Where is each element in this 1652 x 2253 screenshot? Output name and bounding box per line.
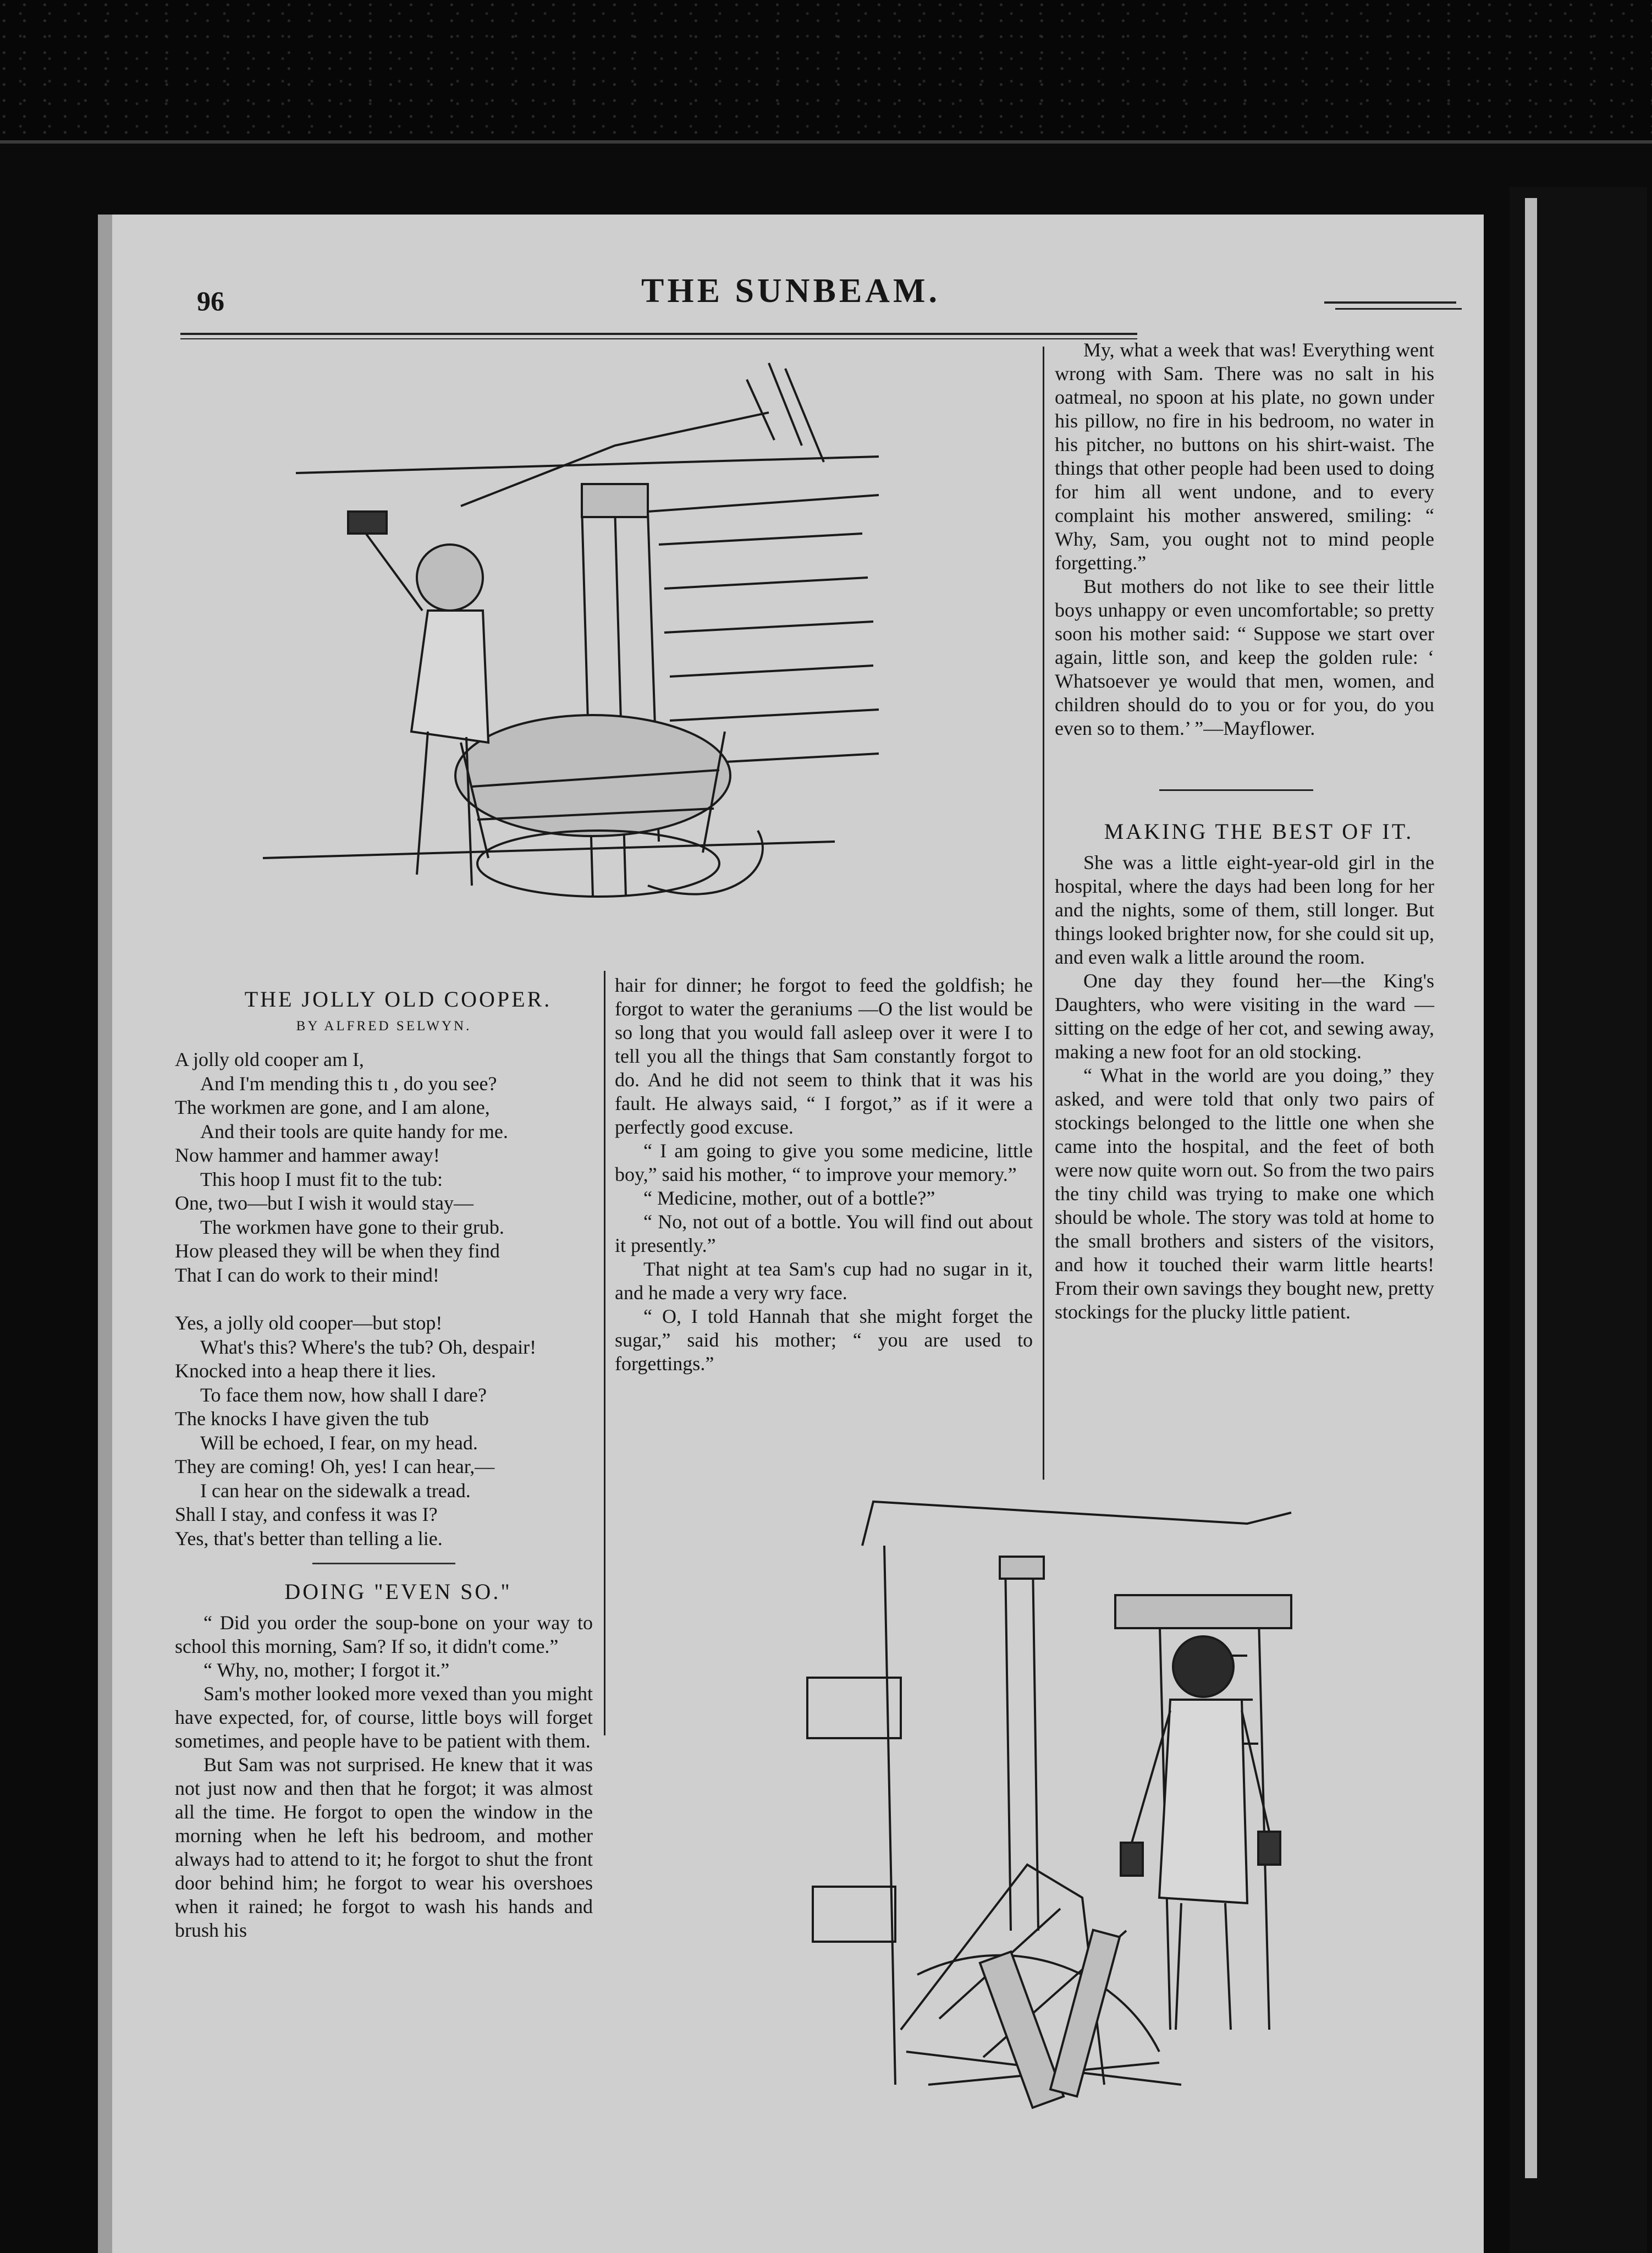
poem-line: To face them now, how shall I dare? [200, 1383, 487, 1406]
header-rule [180, 333, 1137, 335]
column-divider [604, 971, 605, 1735]
poem-byline: BY ALFRED SELWYN. [296, 1019, 472, 1034]
poem-line: The knocks I have given the tub [175, 1408, 429, 1430]
page-number: 96 [197, 285, 224, 316]
poem-line: And I'm mending this tı , do you see? [200, 1072, 497, 1095]
best-paragraph: One day they found her—the King's Daughters, who were visiting in the ward —sitting on the edge of her cot, and sewing away, making a new foot for an old stocking. [1055, 970, 1434, 1063]
story-paragraph: “ O, I told Hannah that she might forget the sugar,” said his mother; “ you are used to forgettings.” [615, 1305, 1033, 1375]
story-paragraph: “ Why, no, mother; I forgot it.” [203, 1659, 450, 1681]
poem-line: Yes, that's better than telling a lie. [175, 1527, 443, 1549]
column-right-lower [1055, 820, 1434, 1324]
boy-hammering-barrel-illustration [230, 347, 912, 957]
best-paragraph: “ What in the world are you doing,” they asked, and were told that only two pairs of stockings belonged to the little one when she came into the hospital, and the feet of both were now quite worn out. So from the two pairs the tiny child was trying to make one which should be whole. The story was told at home to the small brothers and sisters of the visitors, and how it touched their warm little hearts! From their own savings they bought new, pretty stockings for the plucky little patient. [1055, 1064, 1434, 1323]
story-paragraph: That night at tea Sam's cup had no sugar in it, and he made a very wry face. [615, 1258, 1033, 1304]
header-rule-2 [180, 338, 1137, 339]
poem-line: And their tools are quite handy for me. [200, 1120, 508, 1142]
best-paragraph: She was a little eight-year-old girl in the hospital, where the days had been long for her and the nights, some of them, still longer. But things looked brighter now, for she could sit up, and even walk a little around the room. [1055, 851, 1434, 968]
best-title: MAKING THE BEST OF IT. [1104, 819, 1414, 844]
column-divider [1043, 347, 1044, 1595]
poem-line: Shall I stay, and confess it was I? [175, 1503, 438, 1525]
poem-title: THE JOLLY OLD COOPER. [244, 987, 552, 1012]
poem-line: The workmen have gone to their grub. [200, 1216, 504, 1238]
poem-line: That I can do work to their mind! [175, 1263, 439, 1286]
header-rule-right-2 [1335, 308, 1462, 310]
story-paragraph: “ Did you order the soup-bone on your way to school this morning, Sam? If so, it didn't come.” [175, 1612, 593, 1657]
story-paragraph: But Sam was not surprised. He knew that it was not just now and then that he forgot; it was almost all the time. He forgot to open the window in the morning when he left his bedroom, and mother always had to attend to it; he forgot to shut the front door behind him; he forgot to wear his overshoes when it rained; he forgot to wash his hands and brush his [175, 1754, 593, 1941]
story-title: DOING "EVEN SO." [284, 1579, 512, 1604]
story-paragraph: “ I am going to give you some medicine, little boy,” said his mother, “ to improve your memory.” [615, 1140, 1033, 1185]
column-middle [615, 974, 1033, 1376]
poem-line: This hoop I must fit to the tub: [200, 1168, 443, 1190]
boy-with-broken-tub-illustration [774, 1480, 1379, 2151]
scan-edge-line [0, 140, 1652, 144]
poem-line: Now hammer and hammer away! [175, 1144, 440, 1166]
story-paragraph: But mothers do not like to see their little boys unhappy or even uncomfortable; so pretty soon his mother said: “ Suppose we start over again, little son, and keep the golden rule: ‘ Whatsoever ye would that men, women, and children should do to you or for you, do you even so to them.’ ”—Mayflower. [1055, 575, 1434, 739]
section-divider [1159, 789, 1313, 791]
story-paragraph: Sam's mother looked more vexed than you might have expected, for, of course, little boys will forget sometimes, and people have to be patient with them. [175, 1683, 593, 1752]
poem-body [175, 1048, 593, 1551]
poem-line: They are coming! Oh, yes! I can hear,— [175, 1455, 495, 1477]
poem-line: A jolly old cooper am I, [175, 1048, 364, 1070]
poem-line: Knocked into a heap there it lies. [175, 1360, 436, 1382]
page-title: THE SUNBEAM. [641, 272, 940, 310]
adjacent-page-strip [1510, 187, 1647, 2253]
column-right [1055, 338, 1434, 740]
story-paragraph: hair for dinner; he forgot to feed the goldfish; he forgot to water the geraniums —O the list would be so long that you would fall asleep over it were I to tell you all the things that Sam constantly forgot to do. And he did not seem to think that it was his fault. He always said, “ I forgot,” as if it were a perfectly good excuse. [615, 974, 1033, 1138]
poem-line: Will be echoed, I fear, on my head. [200, 1431, 478, 1454]
poem-line: How pleased they will be when they find [175, 1240, 500, 1262]
story-paragraph: “ No, not out of a bottle. You will find out about it presently.” [615, 1211, 1033, 1256]
story-paragraph: “ Medicine, mother, out of a bottle?” [643, 1187, 935, 1209]
column-left [175, 987, 593, 1942]
poem-line: I can hear on the sidewalk a tread. [200, 1479, 471, 1502]
poem-line: What's this? Where's the tub? Oh, despair! [200, 1336, 537, 1358]
poem-line: One, two—but I wish it would stay— [175, 1192, 473, 1214]
story-paragraph: My, what a week that was! Everything went wrong with Sam. There was no salt in his oatmeal, no spoon at his plate, no gown under his pillow, no fire in his bedroom, no water in his pitcher, no buttons on his shirt-waist. The things that other people had been used to doing for him all went undone, and to every complaint his mother answered, smiling: “ Why, Sam, you ought not to mind people forgetting.” [1055, 339, 1434, 574]
poem-line: Yes, a jolly old cooper—but stop! [175, 1312, 443, 1334]
newspaper-page [98, 215, 1484, 2253]
section-divider [312, 1563, 455, 1564]
poem-line: The workmen are gone, and I am alone, [175, 1096, 490, 1118]
header-rule-right [1324, 301, 1456, 304]
scan-background-top [0, 0, 1652, 143]
